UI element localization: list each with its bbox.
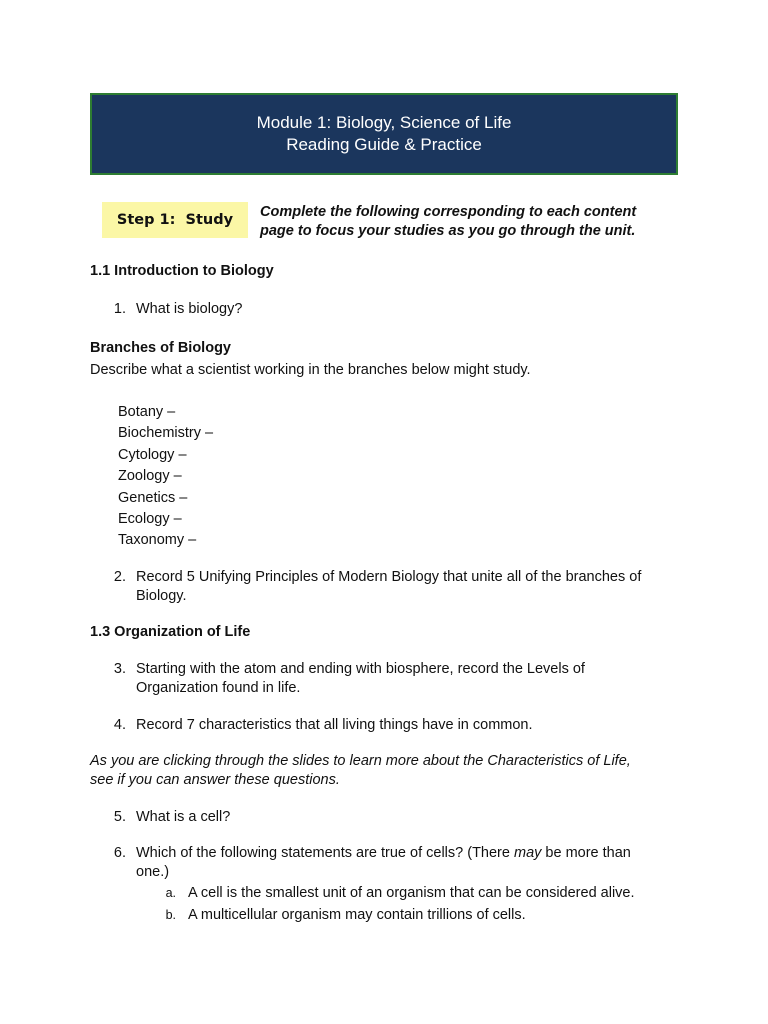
branches-list	[118, 402, 213, 552]
characteristics-intro: As you are clicking through the slides to learn more about the Characteristics of Life, see if you can answer these questions.	[90, 753, 631, 788]
question-1: What is biology?	[136, 301, 243, 317]
question-4: Record 7 characteristics that all living things have in common.	[136, 717, 533, 733]
module-subtitle: Reading Guide & Practice	[286, 135, 482, 154]
module-header-banner	[90, 93, 678, 175]
branch-item: Cytology –	[118, 446, 187, 463]
section-heading-intro: 1.1 Introduction to Biology	[90, 263, 274, 279]
branches-description: Describe what a scientist working in the branches below might study.	[90, 362, 531, 378]
question-6: Which of the following statements are true of cells? (There may be more than one.)	[136, 845, 631, 880]
option-letter: b.	[165, 908, 176, 922]
question-number: 6.	[113, 845, 126, 861]
step-label: Step 1: Study	[102, 202, 248, 238]
branch-item: Zoology –	[118, 468, 182, 485]
question-number: 4.	[113, 717, 126, 733]
step-instructions: Complete the following corresponding to each content page to focus your studies as you go through the unit.	[260, 204, 637, 239]
module-title: Module 1: Biology, Science of Life	[256, 113, 512, 132]
branch-item: Taxonomy –	[118, 532, 197, 549]
question-number: 5.	[113, 809, 126, 825]
question-3: Starting with the atom and ending with biosphere, record the Levels of Organization found in life.	[136, 661, 585, 696]
question-5: What is a cell?	[136, 809, 231, 825]
option-letter: a.	[165, 886, 176, 900]
branch-item: Botany –	[118, 404, 176, 420]
branch-item: Ecology –	[118, 510, 182, 527]
option-b: A multicellular organism may contain trillions of cells.	[188, 907, 526, 923]
branch-item: Genetics –	[118, 489, 188, 506]
branch-item: Biochemistry –	[118, 425, 214, 442]
question-number: 3.	[113, 661, 126, 677]
question-2: Record 5 Unifying Principles of Modern Biology that unite all of the branches of Biology.	[136, 569, 642, 604]
section-heading-organization: 1.3 Organization of Life	[90, 624, 251, 640]
option-a: A cell is the smallest unit of an organism that can be considered alive.	[188, 885, 635, 901]
question-number: 1.	[113, 301, 126, 317]
question-number: 2.	[113, 569, 126, 585]
branches-heading: Branches of Biology	[90, 340, 231, 356]
